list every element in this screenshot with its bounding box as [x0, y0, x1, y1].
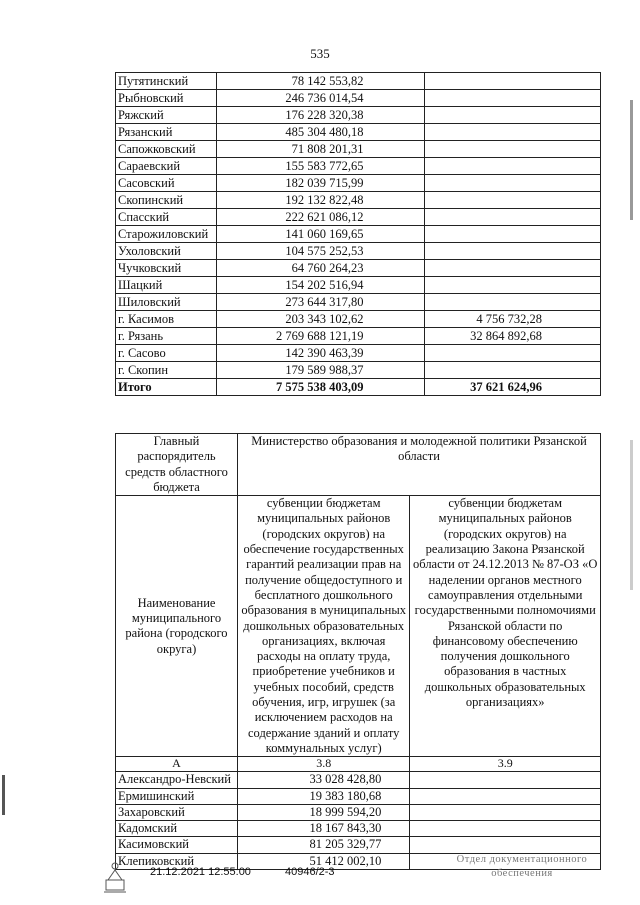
amount-extra	[424, 175, 600, 192]
amount-extra	[424, 107, 600, 124]
footer-doc-id: 40946/2-3	[285, 866, 335, 878]
district-name: Рыбновский	[116, 90, 217, 107]
table-row	[116, 328, 601, 345]
amount-main: 2 769 688 121,19	[217, 328, 424, 345]
table-row	[116, 362, 601, 379]
amount-extra	[424, 226, 600, 243]
amount-3-8: 51 412 002,10	[238, 853, 410, 869]
amount-main: 273 644 317,80	[217, 294, 424, 311]
amount-3-8: 18 999 594,20	[238, 804, 410, 820]
table-row	[116, 73, 601, 90]
table-row	[116, 124, 601, 141]
table-row	[116, 107, 601, 124]
amount-3-9	[410, 772, 601, 788]
amount-main: 64 760 264,23	[217, 260, 424, 277]
table-row	[116, 837, 601, 853]
table-row	[116, 226, 601, 243]
district-name: г. Касимов	[116, 311, 217, 328]
amount-extra	[424, 209, 600, 226]
columns-row	[116, 496, 601, 757]
district-name: Кадомский	[116, 821, 238, 837]
district-name: Касимовский	[116, 837, 238, 853]
district-name: Скопинский	[116, 192, 217, 209]
district-name: г. Сасово	[116, 345, 217, 362]
table-row	[116, 772, 601, 788]
table-row	[116, 158, 601, 175]
amount-extra	[424, 260, 600, 277]
table-row	[116, 175, 601, 192]
district-name: Сараевский	[116, 158, 217, 175]
district-name: Сасовский	[116, 175, 217, 192]
amount-extra	[424, 90, 600, 107]
amount-3-9	[410, 804, 601, 820]
district-name: г. Рязань	[116, 328, 217, 345]
district-name: Рязанский	[116, 124, 217, 141]
amount-extra	[424, 345, 600, 362]
amount-main: 71 808 201,31	[217, 141, 424, 158]
district-name: Ухоловский	[116, 243, 217, 260]
ministry-subventions-table	[115, 433, 601, 870]
amount-extra	[424, 141, 600, 158]
table-row	[116, 804, 601, 820]
district-name: г. Скопин	[116, 362, 217, 379]
amount-extra	[424, 73, 600, 90]
amount-extra: 4 756 732,28	[424, 311, 600, 328]
column-index-row	[116, 757, 601, 772]
amount-main: 176 228 320,38	[217, 107, 424, 124]
amount-main: 104 575 252,53	[217, 243, 424, 260]
amount-3-8: 81 205 329,77	[238, 837, 410, 853]
district-name: Чучковский	[116, 260, 217, 277]
district-name: Шиловский	[116, 294, 217, 311]
amount-main: 182 039 715,99	[217, 175, 424, 192]
amount-extra	[424, 158, 600, 175]
table-row	[116, 294, 601, 311]
stamp-line-1: Отдел документационного	[456, 854, 588, 865]
table-row	[116, 141, 601, 158]
amount-3-9	[410, 821, 601, 837]
table-row	[116, 345, 601, 362]
district-name: Спасский	[116, 209, 217, 226]
amount-extra	[424, 362, 600, 379]
head-label: Главный распорядитель средств областного бюджета	[116, 434, 238, 496]
budget-table-continued	[115, 72, 601, 396]
amount-main: 203 343 102,62	[217, 311, 424, 328]
district-name: Сапожковский	[116, 141, 217, 158]
district-name: Ермишинский	[116, 788, 238, 804]
column-3-9-heading: субвенции бюджетам муниципальных районов (городских округов) на реализацию Закона Рязанской области от 24.12.2013 № 87-ОЗ «О наделении органов местного самоуправления отдельными государственными полномочиями Рязанской области по финансовому обеспечению получения дошкольного образования в частных дошкольных образовательных организациях»	[410, 496, 601, 757]
amount-extra	[424, 277, 600, 294]
table-row	[116, 209, 601, 226]
amount-main: 142 390 463,39	[217, 345, 424, 362]
column-index-a: А	[116, 757, 238, 772]
amount-extra	[424, 124, 600, 141]
amount-main: 154 202 516,94	[217, 277, 424, 294]
page-number: 535	[310, 46, 330, 61]
amount-3-9	[410, 788, 601, 804]
amount-main: 246 736 014,54	[217, 90, 424, 107]
footer-datetime: 21.12.2021 12:55:00	[150, 866, 251, 878]
table-row	[116, 788, 601, 804]
total-label: Итого	[116, 379, 217, 396]
scan-edge-mark	[2, 775, 5, 815]
table-row	[116, 192, 601, 209]
amount-extra	[424, 192, 600, 209]
amount-main: 485 304 480,18	[217, 124, 424, 141]
scan-edge-mark	[630, 440, 633, 590]
district-name: Шацкий	[116, 277, 217, 294]
ministry-name: Министерство образования и молодежной политики Рязанской области	[238, 434, 601, 496]
amount-main: 141 060 169,65	[217, 226, 424, 243]
column-index-3-8: 3.8	[238, 757, 410, 772]
total-row	[116, 379, 601, 396]
table-row	[116, 90, 601, 107]
column-3-8-heading: субвенции бюджетам муниципальных районов (городских округов) на обеспечение государственных гарантий реализации прав на получение общедоступного и бесплатного дошкольного образования в муниципальных дошкольных образовательных организациях, включая расходы на оплату труда, приобретение учебников и учебных пособий, средств обучения, игр, игрушек (за исключением расходов на содержание зданий и оплату коммунальных услуг)	[238, 496, 410, 757]
amount-main: 192 132 822,48	[217, 192, 424, 209]
amount-extra	[424, 243, 600, 260]
district-name: Путятинский	[116, 73, 217, 90]
amount-3-8: 33 028 428,80	[238, 772, 410, 788]
table-row	[116, 260, 601, 277]
total-main: 7 575 538 403,09	[217, 379, 424, 396]
stamp-line-2: обеспечения	[491, 868, 553, 879]
table-row	[116, 277, 601, 294]
amount-3-8: 19 383 180,68	[238, 788, 410, 804]
table-row	[116, 243, 601, 260]
district-name: Ряжский	[116, 107, 217, 124]
district-name: Клепиковский	[116, 853, 238, 869]
district-name: Захаровский	[116, 804, 238, 820]
amount-extra	[424, 294, 600, 311]
amount-main: 78 142 553,82	[217, 73, 424, 90]
amount-3-9	[410, 837, 601, 853]
emblem-seal-icon	[100, 856, 130, 896]
column-index-3-9: 3.9	[410, 757, 601, 772]
table-row	[116, 311, 601, 328]
amount-main: 155 583 772,65	[217, 158, 424, 175]
amount-main: 179 589 988,37	[217, 362, 424, 379]
amount-3-8: 18 167 843,30	[238, 821, 410, 837]
district-name: Александро-Невский	[116, 772, 238, 788]
total-extra: 37 621 624,96	[424, 379, 600, 396]
table-row	[116, 821, 601, 837]
amount-extra: 32 864 892,68	[424, 328, 600, 345]
district-name: Старожиловский	[116, 226, 217, 243]
name-label: Наименование муниципального района (городского округа)	[116, 496, 238, 757]
amount-main: 222 621 086,12	[217, 209, 424, 226]
table-header-row	[116, 434, 601, 496]
department-stamp	[437, 853, 607, 881]
scan-edge-mark	[630, 100, 633, 220]
